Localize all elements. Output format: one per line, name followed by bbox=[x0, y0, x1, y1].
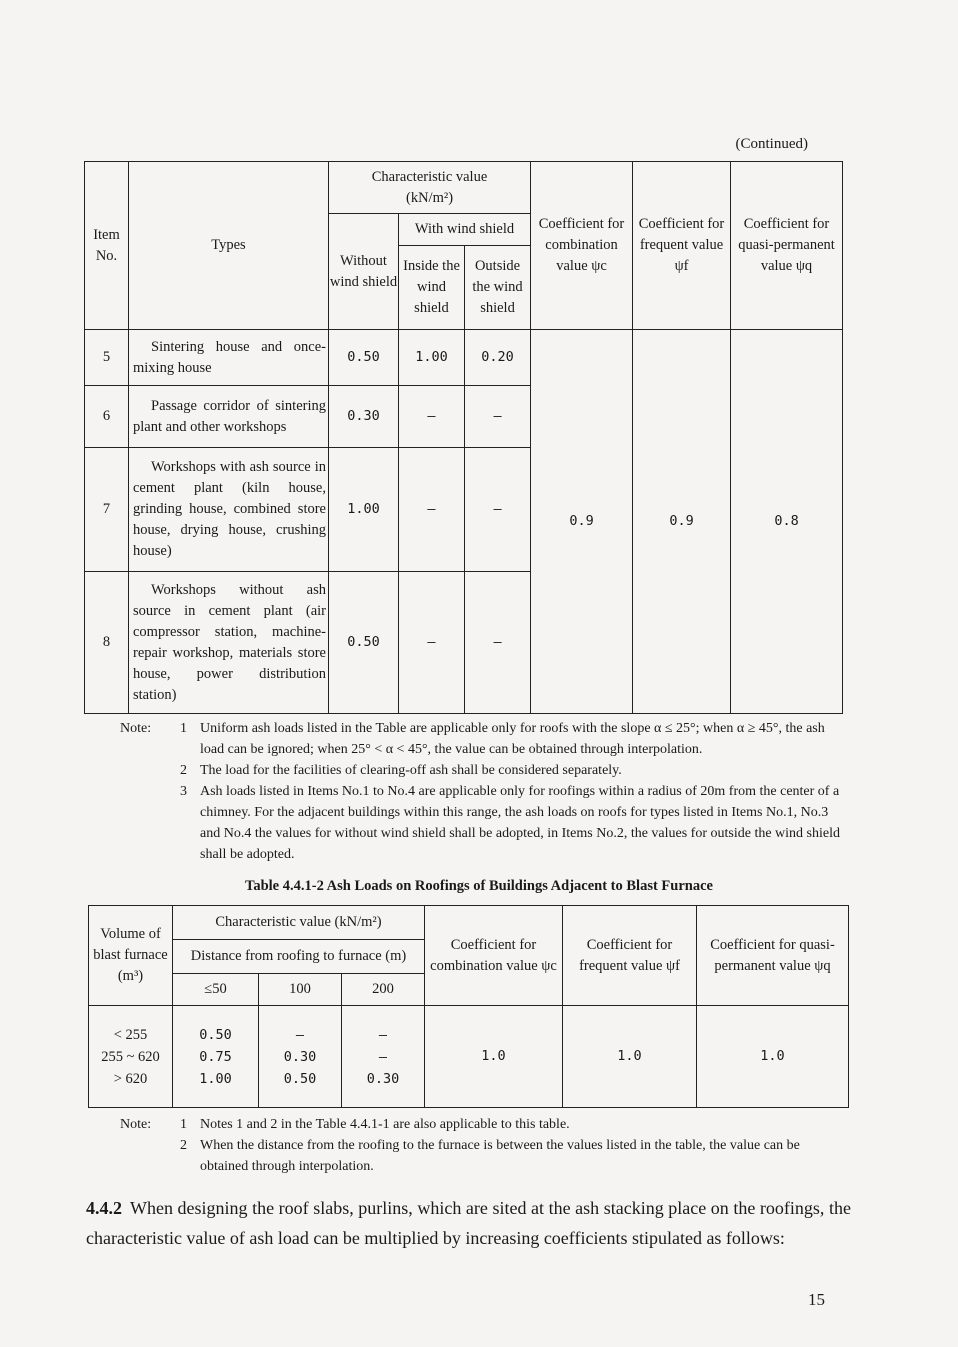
ash-load-table-continued bbox=[84, 161, 843, 714]
table1-notes bbox=[120, 718, 850, 865]
load-value: — bbox=[295, 1026, 305, 1043]
note-item bbox=[120, 1135, 850, 1177]
header-inside-wind-shield: Inside the wind shield bbox=[399, 246, 465, 330]
item-type: Workshops with ash source in cement plant (kiln house, grinding house, combined store house, drying house, crushing house) bbox=[129, 448, 329, 572]
item-number: 7 bbox=[85, 448, 129, 572]
item-type: Passage corridor of sintering plant and other workshops bbox=[129, 386, 329, 448]
distance-50-column bbox=[173, 1006, 259, 1108]
item-number: 8 bbox=[85, 572, 129, 714]
psi-c-value: 1.0 bbox=[425, 1006, 563, 1108]
item-type: Workshops without ash source in cement plant (air compressor station, machine-repair workshop, materials store house, power distribution station) bbox=[129, 572, 329, 714]
value-without-wind-shield: 0.50 bbox=[329, 572, 399, 714]
note-item bbox=[120, 1114, 850, 1135]
item-type: Sintering house and once-mixing house bbox=[129, 330, 329, 386]
note-number: 1 bbox=[180, 1117, 187, 1132]
header-characteristic-value: Characteristic value (kN/m²) bbox=[173, 906, 425, 940]
continued-label: (Continued) bbox=[735, 136, 808, 152]
value-outside-wind-shield: — bbox=[465, 386, 531, 448]
item-number: 6 bbox=[85, 386, 129, 448]
header-without-wind-shield: Without wind shield bbox=[329, 214, 399, 330]
note-number: 3 bbox=[180, 784, 187, 799]
value-outside-wind-shield: 0.20 bbox=[465, 330, 531, 386]
note-number: 1 bbox=[180, 721, 187, 736]
value-inside-wind-shield: 1.00 bbox=[399, 330, 465, 386]
psi-c-value: 0.9 bbox=[531, 330, 633, 714]
load-value: 0.75 bbox=[199, 1048, 232, 1065]
note-number: 2 bbox=[180, 763, 187, 778]
load-value: 0.50 bbox=[283, 1070, 317, 1087]
section-text: When designing the roof slabs, purlins, which are sited at the ash stacking place on the roofings, the characteristic value of ash load can be multiplied by increasing coefficients stipulated as follows: bbox=[86, 1198, 851, 1248]
note-text: Notes 1 and 2 in the Table 4.4.1-1 are also applicable to this table. bbox=[200, 1117, 570, 1132]
load-value: — bbox=[378, 1048, 388, 1065]
value-inside-wind-shield: — bbox=[399, 448, 465, 572]
table2-notes bbox=[120, 1114, 850, 1177]
header-distance-100: 100 bbox=[259, 974, 342, 1006]
volume-value: < 255 bbox=[113, 1026, 148, 1043]
psi-q-value: 0.8 bbox=[731, 330, 843, 714]
header-distance: Distance from roofing to furnace (m) bbox=[173, 940, 425, 974]
header-coef-frequent: Coefficient for frequent value ψf bbox=[633, 162, 731, 330]
table2-caption: Table 4.4.1-2 Ash Loads on Roofings of Buildings Adjacent to Blast Furnace bbox=[245, 878, 713, 894]
value-outside-wind-shield: — bbox=[465, 448, 531, 572]
note-item bbox=[120, 760, 850, 781]
value-inside-wind-shield: — bbox=[399, 386, 465, 448]
note-lead: Note: bbox=[120, 721, 152, 736]
table-row bbox=[85, 330, 843, 386]
note-item bbox=[120, 718, 850, 760]
value-outside-wind-shield: — bbox=[465, 572, 531, 714]
header-characteristic-value-text: Characteristic value bbox=[371, 168, 488, 185]
header-coef-quasi-permanent: Coefficient for quasi-permanent value ψq bbox=[697, 906, 849, 1006]
header-coef-combination: Coefficient for combination value ψc bbox=[425, 906, 563, 1006]
load-value: 0.30 bbox=[366, 1070, 400, 1087]
header-volume bbox=[89, 906, 173, 1006]
load-value: — bbox=[378, 1026, 388, 1043]
header-volume-text: Volume of blast furnace bbox=[93, 926, 168, 963]
note-text: Ash loads listed in Items No.1 to No.4 are applicable only for roofings within a radius of 20m from the center of a chimney. For the adjacent buildings within this range, the ash loads on roofs for types listed in Items No.1, No.3 and No.4 the values for without wind shield shall be adopted, in Items No.2, the values for outside the wind shield shall be adopted. bbox=[200, 784, 840, 862]
note-number: 2 bbox=[180, 1138, 187, 1153]
volume-value: 255 ~ 620 bbox=[101, 1048, 160, 1065]
header-outside-wind-shield: Outside the wind shield bbox=[465, 246, 531, 330]
header-types: Types bbox=[129, 162, 329, 330]
value-without-wind-shield: 0.50 bbox=[329, 330, 399, 386]
header-volume-unit: (m³) bbox=[117, 968, 144, 984]
header-distance-200: 200 bbox=[342, 974, 425, 1006]
header-characteristic-unit: (kN/m²) bbox=[405, 189, 454, 206]
note-text: Uniform ash loads listed in the Table are applicable only for roofs with the slope α ≤ 25°; when α ≥ 45°, the ash load can be ignored; when 25° < α < 45°, the value can be obtained through interpolation. bbox=[200, 721, 825, 757]
value-without-wind-shield: 0.30 bbox=[329, 386, 399, 448]
blast-furnace-ash-load-table bbox=[88, 905, 849, 1108]
note-lead: Note: bbox=[120, 1117, 152, 1132]
header-coef-frequent: Coefficient for frequent value ψf bbox=[563, 906, 697, 1006]
volume-value: > 620 bbox=[113, 1070, 148, 1087]
header-item-no: Item No. bbox=[85, 162, 129, 330]
section-number: 4.4.2 bbox=[86, 1198, 122, 1218]
header-coef-quasi-permanent: Coefficient for quasi-permanent value ψq bbox=[731, 162, 843, 330]
distance-100-column bbox=[259, 1006, 342, 1108]
load-value: 0.30 bbox=[283, 1048, 317, 1065]
distance-200-column bbox=[342, 1006, 425, 1108]
item-number: 5 bbox=[85, 330, 129, 386]
value-without-wind-shield: 1.00 bbox=[329, 448, 399, 572]
note-text: The load for the facilities of clearing-off ash shall be considered separately. bbox=[200, 763, 622, 778]
note-item bbox=[120, 781, 850, 865]
psi-q-value: 1.0 bbox=[697, 1006, 849, 1108]
volume-column bbox=[89, 1006, 173, 1108]
load-value: 0.50 bbox=[199, 1026, 232, 1043]
load-value: 1.00 bbox=[199, 1070, 232, 1087]
value-inside-wind-shield: — bbox=[399, 572, 465, 714]
header-with-wind-shield: With wind shield bbox=[399, 214, 531, 246]
header-characteristic-value bbox=[329, 162, 531, 214]
header-coef-combination: Coefficient for combination value ψc bbox=[531, 162, 633, 330]
page-number: 15 bbox=[808, 1290, 825, 1309]
psi-f-value: 0.9 bbox=[633, 330, 731, 714]
note-text: When the distance from the roofing to the furnace is between the values listed in the table, the value can be obtained through interpolation. bbox=[200, 1138, 800, 1174]
psi-f-value: 1.0 bbox=[563, 1006, 697, 1108]
section-paragraph bbox=[86, 1193, 851, 1253]
header-distance-50: ≤50 bbox=[173, 974, 259, 1006]
